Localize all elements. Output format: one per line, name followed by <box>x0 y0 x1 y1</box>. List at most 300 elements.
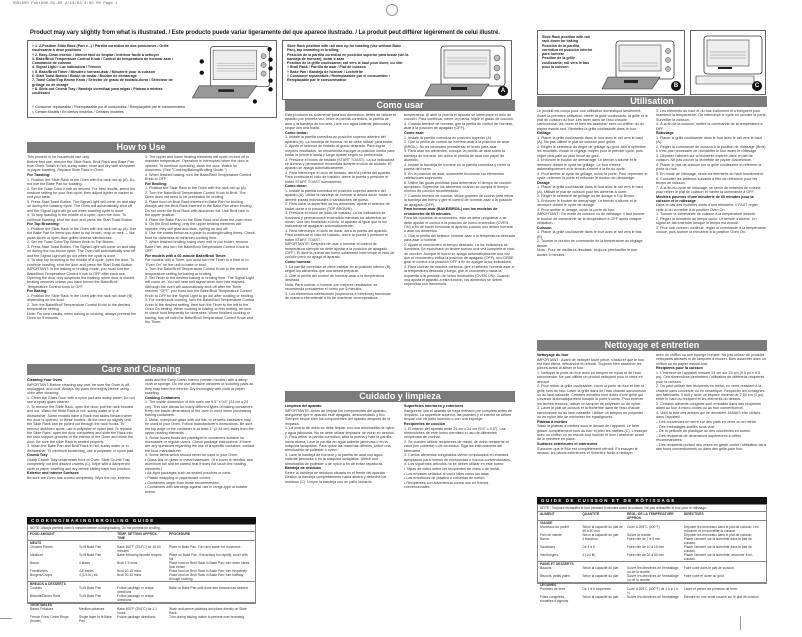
paragraph: 2. Turn the Bake/Broil Temperature Control Knob to Broil. The Oven does not need to be preheated for broiling. <box>145 190 246 200</box>
subheading: Para hornear-asar (BAKE/BROIL) con los modelos de cronómetro de 60 minutos: <box>404 207 498 216</box>
paragraph: • Containers larger than those recommended. <box>145 480 220 485</box>
paragraph: 2. Régler le sélecteur de grillage ou de dorage à Top Brown. <box>537 194 636 199</box>
paragraph: IMPORTANT: Before cleaning any part, be sure the Oven is off, unplugged, and cool. Always dry parts thoroughly before using oven after cleaning. <box>27 382 131 396</box>
paragraph: • Air-tight packages such as sealed pouches or cans. <box>145 471 232 476</box>
paragraph: 3. Some frozen foods are packaged in containers suitable for microwave or regular ovens. Check package instructions. If there are any questions regarding the use of a specific container, contact the food manufacturer. <box>145 435 255 453</box>
paragraph: 2. Set the Toast Color/Top Brown Knob to Top Brown. <box>27 240 114 245</box>
table-cell: Suivre les directives de l'emballage ou de la recette <box>627 566 679 574</box>
paragraph: 4. Los siguientes artículos no se deben utilizar en este horno: <box>404 462 505 467</box>
paragraph: 4. Voici la liste des articles qui ne devraient JAMAIS être utilisés dans l'appareil : <box>656 410 761 420</box>
paragraph: 3. Enfoncer le bouton de démarrage. Le témoin s'allume et le demeure durant le cycle de grillage. Le four s'éteint automatiquement et le témoin s'éteint à la fin du cycle. <box>537 158 637 171</box>
paragraph: 3. Presione el botón de inicio de tostado. La luz indicadora se iluminará y permanecerá encendida mientras los alimentos se doran. Una vez finalizado el ciclo, el aparato al igual que la luz indicadora se apagarán automáticamente. <box>285 211 387 229</box>
paragraph: – Des emballages scellés sous vide. <box>656 424 716 429</box>
paragraph: 4. Cuando termine de hornear, gire la perilla de control de hornear-asar a la posición de apagado (OFF). <box>404 121 514 131</box>
paragraph: 2. Régler le sélecteur du degré de grillage au goût. Afin d'optimiser les résultats, choisir le réglage moyen pour le premier cycle, puis régler plus pâle ou plus foncé au goût. <box>537 144 646 158</box>
section-name: BREADS & DESSERTS <box>28 582 255 587</box>
subheading: Récipients pour la cuisson <box>656 366 703 371</box>
paragraph: avec un chiffon ou une éponge humide. Ne pas utiliser de produits nettoyants abrasifs ni de tampons à récurer. Bien assécher avec un chiffon ou du papier essuie-tout. <box>656 353 767 366</box>
como-usar-text <box>285 113 515 389</box>
table-cell: Étendre en une seule couche sur le plat de cuisson. <box>683 595 760 599</box>
paragraph: 1. El interior del aparato mide 24 cm x 24 cm (9.5" x 9.5"). Las dimensiones de este horno permiten el uso de diferentes recipientes de cocinar. <box>404 426 506 440</box>
table-cell: Placer l'aliment sur la lèchefrite; retourner à mi-cuisson. <box>683 553 753 561</box>
how-to-use-heading: How to Use <box>27 142 255 153</box>
table-cell: Hamburgers <box>540 553 559 557</box>
paragraph: 1. Position the Slide Rack in the Oven with the rack rail up (A). Use the Bake Pan for items you want to top brown, crisp or melt — like pizza slices or open-face grilled cheese sandwiches. <box>27 226 137 240</box>
paragraph: 2. Para retirar la parrilla corrediza, abra la puerta y hale la parrilla hacia afuera. Lave la parrilla en agua caliente jabonosa o en la máquina lavaplatos. Para quitar las manchas difíciles, utilice una almohadilla de poliéster o nylon. <box>285 435 392 453</box>
parts-legend <box>28 41 178 99</box>
paragraph: 1. La parrilla corrediza se debe instalar en la posición inferior (B) según los alimentos que uno desea preparar. <box>285 264 391 273</box>
paragraph: • Los envases sellados al vacío tales como las latas. <box>404 471 490 476</box>
table-cell <box>167 594 255 603</box>
paragraph: 3. Wash the Bake Pan and Broil Rack in hot, sudsy water or in dishwasher. To minimize scratching, use a polyester or nylon pad. <box>27 444 135 453</box>
subheading: For Baking: <box>27 289 48 294</box>
paragraph: 1. L'intérieur de l'appareil mesure 24 cm sur 24 cm (9,5 po x 9,5 po). Ces dimensions permettent l'utilisation de différents récipients pour la cuisson. <box>656 370 765 384</box>
subheading: Dorage <box>537 180 550 185</box>
paragraph: – Des couvercles en verre sur des plats en verre ou en métal. <box>656 419 757 424</box>
registration-mark-icon <box>386 4 398 16</box>
paragraph: 3. Presione el botón de tostado (START TOAST). La luz indicadora se ilumina y permanece encendida durante el ciclo de tostado. El aparato se apaga automáticamente. <box>285 157 395 171</box>
table-cell: Saucisses <box>540 545 556 549</box>
paragraph: Le produit est conçu pour une utilisation domestique seulement. <box>537 109 642 113</box>
paragraph: 2. Ajuste el cronómetro al tiempo deseado. La luz indicadora se iluminará. Se escuchará un timbre sonoro una vez completo el ciclo de cocción. Aunque el horno se apaga automáticamente una vez que el cronómetro indica la posición de apagado (OFF), uno DEBE girar el control a la posición OFF a fin de apagar la luz indicadora. <box>404 242 515 265</box>
table-row <box>538 595 766 603</box>
table-cell: Suivre les directives de l'emballage ou de la recette <box>627 574 679 582</box>
paragraph: – Des récipients de dimensions supérieures à celles recommandées. <box>656 433 742 443</box>
table-row <box>538 587 766 595</box>
guide-table <box>538 512 766 603</box>
paragraph: 2. On peut utiliser des récipients en métal, en verre résistant à la chaleur sans couvercle ou en céramique. Respecter les consignes des fabricants. Il doit y avoir un espace minimal de 2,54 cm (1 po) entre le haut du récipient et les éléments du dessus. <box>656 384 765 402</box>
paragraph: Before first use, remove the Slide Rack, Broil Rack and Bake Pan from Oven. Wash in hot, sudsy water, rinse and dry with dishpanel or paper toweling. Replace Slide Rack in Oven. <box>27 159 135 173</box>
column-header: PROCEDURE <box>169 532 191 536</box>
section-name: PAINS ET DESSERTS <box>538 562 766 567</box>
legend-item: 4. Signal Light / Luz indicadora / Témoin <box>32 65 101 70</box>
nettoyage-text <box>537 353 767 495</box>
paragraph: 2. Para dorar la superficie de los alimentos, ajuste el selector de tostar-dorar a la posición (TOP BROWN). <box>285 202 390 211</box>
legend-item: 6. Start Toast Button / Botón de tostar / Bouton de démarrage <box>32 74 137 79</box>
subheading: Recipientes de cocción <box>404 421 445 426</box>
guide-header-row <box>28 532 255 541</box>
paragraph: 2. Set the Toast Color Knob as desired. For best results, select the medium setting for your first cycle, then adjust lighter or darker to suit your taste. <box>27 186 136 200</box>
column-header <box>77 532 115 541</box>
guide-header-row <box>538 512 766 521</box>
table-cell: Place on Bake Pan. If browning too rapidly, cover with foil. <box>169 553 248 561</box>
cuidado-text <box>285 404 515 604</box>
rack-note: Posición de la parrilla corrediza en posición superior para tostar (sin la bandeja de hornear), dorar o asar <box>287 52 409 61</box>
paragraph: 4. À la fin de la cuisson, mettre la commande de la température à OFF. <box>656 122 763 131</box>
paragraph: 1. Position the Slide Rack in the Oven with the rack rail up (A). <box>145 186 247 191</box>
table-cell: Selon la capacité du plat <box>582 533 619 537</box>
column-header: ALIMENT <box>540 512 555 516</box>
table-cell: Burgers/Chops <box>30 573 52 577</box>
paragraph: 1. Turn the Bake/Broil Temperature Control Knob to the desired temperature setting for baking or broiling. <box>145 267 249 276</box>
paragraph: 1. Position the Slide Rack in the Oven with the rack rail up (A). Do not use the Bake Pan for toasting. <box>27 177 135 186</box>
figure-b-box <box>537 30 685 95</box>
table-row <box>538 566 766 574</box>
table-cell: Placer l'aliment sur la lèchefrite dans le plat de cuisson. <box>683 537 752 545</box>
paragraph: 3. Laver le plat de cuisson et la lèchefrite dans de l'eau chaude savonneuse ou au lave-vaisselle. Utiliser un tampon en polyester ou en nylon afin de minimiser les égratignures. <box>537 406 644 419</box>
oven-illustration <box>180 44 274 105</box>
column-header: QUANTITÉ <box>582 512 600 516</box>
paragraph: 1. Placer la grille coulissante dans le four avec le rail vers le haut (A). Utiliser le plat de cuisson pour les aliments à dorer. <box>537 185 643 194</box>
table-cell: Biscuits, petits pains <box>540 574 570 578</box>
paragraph: 3. Ciertos alimentos congelados vienen empacados en envases apropiados para hornos de microondas o hornos convencionales. <box>404 453 512 462</box>
table-cell: 4 (1/4 lb) <box>582 553 596 557</box>
subheading: Superficies interiores y exteriores <box>404 404 464 408</box>
figure-a-badge: A <box>498 86 508 96</box>
paragraph: 4. Some items which should never be used in your Oven: <box>145 453 239 458</box>
section-name: LÉGUMES <box>538 583 766 588</box>
care-cleaning-heading: Care and Cleaning <box>27 364 255 375</box>
paragraph: 3. Los elementos calefactores (superiores e inferiores) funcionan de manera intermitente a fin de mantener la temperatura. <box>285 291 391 300</box>
table-cell: To fit Bake Pan <box>78 545 102 549</box>
paragraph: 4. Pour arrêter le cycle de grillage, ouvrir la porte. Pour reprendre le cycle, refermer la porte et enfoncer le bouton de démarrage. <box>537 171 648 180</box>
paragraph: 7. Cuando termine de cocinar, utilice guantes de cocina para retirar la bandeja del horno y gire el control de hornear-asar a la posición de apagado (OFF). <box>404 193 514 207</box>
table-cell: Wash and pierce potatoes and place directly on Slide Rack. <box>169 607 247 615</box>
table-cell: Faire cuire et dorer au goût. <box>683 574 725 578</box>
paragraph: 2. Régler la commande de cuisson à la position de rôtissage (Broil). Il n'est pas nécessaire de réchauffer le four avant le rôtissage. <box>656 144 767 154</box>
table-cell: Placer l'aliment sur la lèchefrite dans le plat de cuisson. <box>683 545 752 553</box>
paragraph: 1. Gire la perilla del selector hornear-asar a la temperatura deseada para asar u hornear. <box>404 233 515 243</box>
table-row <box>28 607 255 615</box>
table-cell: Place food on Broil Rack in Bake Pan; turn when slices look brown. <box>169 561 250 569</box>
table-cell: Bacon <box>540 537 550 541</box>
paragraph: IMPORTANT: In the baking or broiling mode, you must turn the Bake/Broil Temperature Control Knob to OFF after each use. Opening the door only suspends the heating; when door is closed, heating resumes unless you have turned the Bake/Broil Temperature Control Knob to OFF. <box>27 267 136 289</box>
paragraph: 3. Press Start Toast Button. The Signal Light will come on and stay on during the top-brown cycle. The Oven will automatically shut off and the Signal Light will go out when the cycle is done. <box>27 244 136 258</box>
column-header: FOOD AMOUNT <box>30 532 55 536</box>
subheading: Plateau à miettes <box>537 419 568 424</box>
paragraph: 1. Instale la parrilla corrediza en posición superior adentro del aparato (A). La bandeja de hornear no se debe utilizar para tostar. <box>285 135 394 144</box>
table-cell: Biscuits <box>540 566 552 570</box>
paragraph: 1. La puerta de vidrio se debe limpiar con una almohadilla de nylon y agua jabonosa. No se debe utilizar limpiador de vidrio en aerosol. <box>285 426 395 435</box>
table-cell: Place food on Broil Rack in Bake Pan; turn frequently. <box>169 569 248 573</box>
table-row <box>538 545 766 553</box>
legend-note: ‡ Certain Models / En ciertos modelos / Certains modèles <box>32 109 124 114</box>
table-cell: Cookies <box>30 586 42 590</box>
paragraph: 4. When finished baking, turn the Bake/Broil Temperature Control Knob to OFF. <box>145 172 252 182</box>
paragraph: 4. To stop top browning in the middle of a cycle, open the door. To continue toasting, shut the door and press the Start Toast Button. <box>27 258 135 267</box>
table-cell: To fit Bake Pan <box>78 586 102 590</box>
print-slug: TB01000 Pub1000-01-05 2/14/03 4:06 PM Page 1 <box>12 2 118 6</box>
figure-b-legend <box>538 31 600 72</box>
table-cell: Bake following favorite recipes <box>117 553 162 557</box>
paragraph: 3. Lave la bandeja de hornear y la parrilla de asar con agua caliente jabonosa o en la máquina lavaplatos. Utilice una almohadilla de poliéster o de nylon a fin de evitar rayaduras. <box>285 452 384 466</box>
subheading: Rôtissage <box>656 131 674 136</box>
table-cell: To fit Bake Pan <box>78 594 102 598</box>
paragraph: 3. Press Start Toast Button. The Signal Light will come on and stay on during the toasting cycle. The Oven will automatically shut off and the Signal Light will go out when toasting cycle is done. <box>27 199 136 213</box>
table-cell: 4 (1/4 lb.) ea. <box>78 573 99 577</box>
como-usar-heading: Como usar <box>285 100 515 111</box>
paragraph: • Las envolturas de plástico o cubiertas de cartón. <box>404 476 486 481</box>
subheading: Como tostar: <box>285 130 308 135</box>
paragraph: 1. Nettoyer la porte du four avec un tampon en nylon et de l'eau savonneuse. Ne pas utiliser un produit nettoyant pour le verre en aérosol. <box>537 370 643 384</box>
paragraph: 4. Pour arrêter le dorage, ouvrir la porte du four. <box>537 207 616 212</box>
paragraph: Para los modelos de cronómetro, éste se debe programar a se debe ajustar el control a la posición de horno encendido (OVEN ON) a fin de hacer funcionar el aparato cuando uno desee hornear o asar los alimentos. <box>404 216 513 234</box>
paragraph: 5. On the Broil setting, only the upper heating elements will operate; they will glow and fade, cycling on and off. <box>145 222 242 231</box>
table-cell: Faire cuire dans le plat de cuisson. <box>683 566 735 570</box>
paragraph: Nota: Para cocinar u hornear con mejores resultados, se recomienda precalentar el horno por 5 minutos. <box>285 282 378 291</box>
paragraph: IMPORTANTE: Antes de limpiar los componentes del aparato, asegúrese que el aparato esté apagado, desconectado y frío. Siempre seque bien los componentes del aparato después de la limpieza. <box>285 408 391 426</box>
table-cell: Broil 7-9 mins. <box>117 561 139 565</box>
paragraph: Avant la première utilisation, retirer la grille coulissante, la grille et le plat de cuisson du four. Les laver dans de l'eau chaude savonneuse, les rincer et bien les assécher avec un chiffon ou du papier essuie-tout. Remettre la grille coulissante dans le four. <box>537 113 648 131</box>
paragraph: 2. To remove the Slide Rack, open the door, pull the rack forward and out. Wash the Slide Rack in hot, sudsy water or in a dishwasher. Some models have a Rack that slides forward when the door is opened. In these models, tilt the door up slightly until the Slide Rack can be pulled out through the rack hooks. To remove stubborn spots, use a polyester or nylon pad. To replace the Slide Rack, open the door completely and slide the Rack into the rack support grooves of the interior of the Oven and close the door. Be sure the slide Rack is seated properly. <box>27 404 134 444</box>
paragraph: Dans le cas des modèles dotés d'une minuterie, il FAUT régler celle-ci ou la mettre à la position Oven On. <box>656 203 758 212</box>
rack-note: † Consumer replaceable / Reemplazable por el consumidor / Remplaçable par le consommateur <box>287 74 390 83</box>
table-row <box>538 525 766 533</box>
cuidado-heading: Cuidado y limpieza <box>285 391 515 402</box>
table-cell: Follow package or recipe directions <box>117 586 154 594</box>
rack-note: † Bake Pan / Bandeja de hornear / Lèchefrite <box>287 69 363 74</box>
table-cell: Cuire à 205°C (400°F) de 1 h à 1 h ¼ <box>627 587 679 595</box>
paragraph: 4. Para interrumpir el ciclo de tostado, abra la puerta del aparato. Para continuar el ciclo de tostado, cierre la puerta y presione el botón START TOAST nuevamente. <box>285 170 392 184</box>
paragraph: walls and the Easy-Clean Interior (certain models) with a damp cloth or sponge. Do not use abrasive cleaners or scouring pads as they may harm the interior. Dry thoroughly with cloth or paper toweling. <box>145 378 254 396</box>
subheading: For models with a 60-minute Bake/Broil Timer: <box>145 253 227 258</box>
table-cell: Baked Potatoes <box>30 607 54 611</box>
figure-c-box <box>690 30 766 95</box>
how-to-use-text <box>27 155 255 361</box>
paragraph: Nota : Pour de meilleurs résultats, toujours préchauffer le four durant 5 minutes. <box>537 248 638 257</box>
paragraph: 7. À la fin du cycle de rôtissage, se servir de mitaines de cuisine pour retirer le plat de cuisson et mettre la commande à OFF. <box>656 185 761 194</box>
paragraph: 3. Les éléments du haut et du bas s'allument et s'éteignent pour maintenir la température. On interrompt le cycle en ouvrant la porte. Surveiller la cuisson. <box>656 109 767 122</box>
paragraph: 6. Use the charts below as a guide to cooking/broiling times. Check food for doneness at minimum cooking time. <box>145 231 255 240</box>
care-cleaning-text <box>27 378 255 513</box>
subheading: Cuisson <box>537 225 552 230</box>
section-name: MEATS <box>28 541 255 546</box>
paragraph: IMPORTANT : Avant de nettoyer toute pièce, s'assurer que le four est bien éteint, débranché et refroidi. Toujours bien assécher les pièces avant d'utiliser le four. <box>537 357 645 371</box>
column-header: DIRECTIVES <box>683 512 704 516</box>
figure-b-note: Posición de la parrilla corrediza en posición inferior para hornear <box>542 43 593 57</box>
table-cell: Suivre la recette <box>627 533 651 537</box>
table-cell: Faire rôtir de 10 à 15 min <box>627 545 664 549</box>
legend-note: † Consumer replaceable / Reemplazable por el consumidor / Remplaçable par le consommateur <box>32 105 186 110</box>
table-cell: Turn during baking; watch to prevent over browning. <box>169 615 245 619</box>
legend-item: 7. Toast Color/Top Brown Knob / Selector de grado de tostado-dorar / Sélecteur de grillage ou de dorage <box>32 78 173 87</box>
illustration-disclaimer: Product may vary slightly from what is illustrated. / Este producto puede variar ligeramente del que aparece ilustrado. / Le produit peut différer légèrement de celui illustré. <box>30 30 500 36</box>
table-cell: Place in Bake Pan. Turn and watch for doneness. <box>169 545 242 549</box>
subheading: Crumb Tray <box>27 453 48 458</box>
paragraph: temperatura. Al abrir la puerta el aparato se interrumpe el ciclo de cocción. Para continuar, cierre la puerta. Vigile el grado de cocción. <box>404 113 515 122</box>
paragraph: 2. Gire la perilla de control de hornear-asar a la posición de asar (BROIL). No es necesario precalentar el horno para asar. <box>404 140 510 149</box>
section-name: VEGETABLES <box>28 603 255 608</box>
table-cell: 4-6 franks <box>78 569 94 573</box>
table-cell: De 4 à 6 <box>582 545 595 549</box>
table-cell: French Fries/ Onion Rings (frozen) <box>30 615 69 623</box>
paragraph: 1. Clean the Glass Door with a nylon pad and sudsy water. Do not use a spray glass cleaner. <box>27 395 135 405</box>
rack-note: Slide Rack position with rail rack up for toasting (use without Bake Pan), top browning or broiling; <box>287 44 402 53</box>
guide-note: NOTE: Always preheat oven 5 minutes before cooking/baking. Do not preheat for broiling. <box>28 525 255 532</box>
subheading: Como asar: <box>404 130 425 135</box>
figure-c-badge: C <box>752 81 762 91</box>
paragraph: 1. Placer la grille coulissante dans le four avec le rail vers le bas (B). <box>537 230 642 239</box>
table-cell: Pain de viande <box>540 533 562 537</box>
paragraph: • Recipientes con advertencia contra uso en hornos convencionales. <box>404 480 489 490</box>
table-cell: De 1 à 6 moyennes <box>582 587 611 591</box>
guide-title: COOKING/BAKING/BROILING GUIDE <box>27 517 256 524</box>
paragraph: 4. Place the Bake Pan on the Slide Rack and close the oven door. <box>145 217 253 222</box>
paragraph: Note: For best results, when baking or cooking, always preheat the Oven for 5 minutes. <box>27 311 137 321</box>
table-cell: Frankfurters <box>30 569 48 573</box>
figure-b-note: Position de la grille coulissante; rail vers le bas pour la cuisson <box>542 56 589 70</box>
subheading: Cleaning Your Oven <box>27 378 62 382</box>
paragraph: 4. To stop toasting in the middle of a cycle, open the door. To continue toasting, shut the door and press the Start Toast Button. <box>27 213 134 222</box>
rack-note: Position de la grille coulissante; rail vers le haut pour dorer, ou rôtir <box>287 61 403 66</box>
table-cell: Chicken Pieces <box>30 545 53 549</box>
legend-notes <box>28 102 189 117</box>
paragraph: IMPORTANT : En mode de cuisson ou de rôtissage, il faut tourner le bouton de commande de la température à OFF après chaque utilisation. <box>537 212 645 226</box>
oven-figure-b <box>602 39 676 91</box>
guide-title: GUIDE DE CUISSON ET DE RÔTISSAGE <box>537 497 767 504</box>
table-cell: Faire rôtir de 20 à 40 min <box>627 553 664 557</box>
paragraph: • Containers with warnings against use in range-type or toaster ovens. <box>145 485 248 494</box>
paragraph: S'assurer que le four est complètement refroidi. En essuyer le dessus, les parois extérieures et l'intérieur facile à nettoyer. <box>537 446 638 455</box>
table-cell: Meatloaf <box>30 553 43 557</box>
rack-position-box <box>282 40 512 100</box>
paragraph: • Plastic wrapping or paperboard covers. <box>145 475 212 480</box>
paragraph: 1. Placer la grille coulissante dans le four avec le rail vers le haut (A). Ne pas utiliser le plat de cuisson pour griller. <box>537 135 643 145</box>
table-row <box>538 537 766 545</box>
table-cell: To fit Bake Pan <box>78 553 102 557</box>
table-cell: Broil 20-40 mins. <box>117 573 142 577</box>
table-cell: Bake 400°F (204°C) for 1-1 hours. <box>117 607 158 615</box>
legend-item: ‡ 5. Bake/Broil Timer / Minutero hornear-asar / Minuterie pour la cuisson <box>32 69 156 74</box>
guide-table <box>28 532 255 623</box>
column-header: TEMP. SETTING APPROX. TIME <box>117 532 158 540</box>
table-cell: Cuire à 205°C (400°F) <box>627 525 660 529</box>
table-cell: Single layer to fit Bake Pan <box>78 615 112 623</box>
paragraph: IMPORTANTE: Después de usar u hornear el control de temperatura siempre se debe ajustar a la posición de apagado (OFF). El abrir la puerta del horno solamente interrumpe el ciclo de cocción pero no apaga el aparato. <box>285 242 395 260</box>
paragraph: 4. Instale la bandeja de hornear en la parrilla corrediza y cierre la puerta del horno. <box>404 162 511 171</box>
subheading: Surfaces extérieures et intérieures <box>537 441 598 446</box>
paragraph: 5. En mode de rôtissage, seuls les éléments du haut fonctionnent. <box>656 171 764 176</box>
paragraph: 2. Ajuste el selector de tostado al grado deseado. Para lograr mejores resultados, se recomienda escoger la posición media para tostar la primera tanda y luego ajustar según su preferencia. <box>285 144 395 157</box>
subheading: Cooking Containers <box>145 395 181 400</box>
paragraph: 1. Placer la grille coulissante dans le four avec le rail vers le haut (A). <box>656 135 762 145</box>
paragraph: 3. Déposer l'aliment sur la lèchefrite insérée dans le plat de cuisson. Ne pas couvrir la lèchefrite de papier d'aluminium. <box>656 153 753 163</box>
table-row <box>28 594 255 603</box>
cooking-guide-en <box>27 517 256 623</box>
paragraph: • Tapas de vidrio sobre los recipientes de vidrio o de metal. <box>404 466 501 471</box>
paragraph: 3. Pour une cuisson continue, régler la commande à la température voulue, puis tourner la minuterie à la position Oven On. <box>656 226 767 235</box>
paragraph: 6. Utilice las guías provistas para determinar el tiempo de cocción apropiado. Supervise los alimentos cuando se cumpla el tiempo mínimo de cocción recomendado. <box>404 180 512 194</box>
subheading: Como dorar: <box>285 184 308 189</box>
table-cell: 4 tranches <box>582 537 598 541</box>
table-row <box>28 553 255 561</box>
table-row <box>28 615 255 623</box>
column-header: RÉGL. DE LA TEMPÉRATURE APPROX. <box>627 512 674 520</box>
subheading: Como hornear: <box>285 259 312 264</box>
table-cell: Medium potatoes <box>78 607 105 611</box>
paragraph: 2. Se pueden utilizar recipientes de metal, de vidrio resistente al calor (sin cubierta) o de cerámica. Siga las instrucciones del fabricante. <box>404 439 509 453</box>
paragraph: 3. For continuous cooking, turn the Bake/Broil Temperature Control Knob to the desired setting, then turn the Timer to the left to the Oven On setting. When cooking or baking on this setting, be sure to check food frequently for doneness. When finished cooking or baking, turn off both the Bake/Broil Temperature Control Knob and the Timer. <box>145 298 255 324</box>
table-cell: Suivre les directives de l'emballage <box>627 595 679 599</box>
paragraph: • Glass lids on glass or metal bakeware. (If a cover is needed, use aluminum foil and be careful that it does not touch the heating elements.) <box>145 457 253 471</box>
table-cell: Selon la capacité du plat <box>582 574 619 578</box>
legend-item: 3. Bake/Broil Temperature Control Knob / Control de temperatura de hornear-asar / Commande de cuisson <box>32 56 174 66</box>
paragraph: – Des récipients portant des mises en garde contre l'utilisation dans des fours conventionnels ou dans des grille-pain four. <box>656 442 767 452</box>
table-cell: Selon la capacité du plat <box>582 566 619 570</box>
table-row <box>28 573 255 582</box>
legend-item: † 1. 2-Position Slide Rack (Part #...) / Parrilla corrediza de dos posiciones / Grille coulissante à deux positions <box>32 44 169 53</box>
paragraph: 3. The upper and lower heating elements will cycle on and off to maintain temperature. Operation is interrupted when the door is opened. To continue operating, close the door. Watch for doneness. (See "Cooking/Baking/Broiling Guide.") <box>145 155 249 173</box>
subheading: Grillage <box>537 131 551 136</box>
paragraph: Grasp Crumb Tray underneath front of Oven. Slide Crumb Tray completely out and discard crumbs (C). Wipe with a dampened cloth or paper toweling and dry before sliding back into position. <box>27 457 131 471</box>
paragraph: Retire la bandeja de residuos situada en el frente del aparato. Deslice la bandeja completamente hacia afuera y deseche los residuos (C). Limpie la bandeja con un paño húmedo. <box>285 470 387 484</box>
table-cell: Bacon <box>30 561 40 565</box>
table-row <box>28 586 255 594</box>
utilisation-text <box>537 109 767 337</box>
table-cell: Biscuits/Dinner Rolls <box>30 594 61 598</box>
paragraph: 1. Instale la parrilla corrediza en posición superior (A). <box>404 135 493 140</box>
table-cell: Faire rôtir de 7 à 9 min <box>627 537 661 541</box>
paragraph: 2. Tourner le bouton de commande de la température au réglage désiré. <box>537 239 643 248</box>
paragraph: Este producto es solamente para uso doméstico. Antes de utilizar el aparato por primera vez, retire la parrilla corrediza, la parrilla de asar y la bandeja de hornear. Lave con agua caliente jabonosa y seque con una toalla. <box>285 113 396 131</box>
table-row <box>538 574 766 583</box>
rack-legend <box>283 41 413 86</box>
paragraph: 3. Enfoncer le bouton de démarrage. Le témoin s'allume et le demeure durant le cycle de dorage. <box>537 198 637 208</box>
paragraph: 2. Pour retirer la grille coulissante, ouvrir la porte du four et tirer la grille hors du four. Laver la grille dans de l'eau chaude savonneuse ou au lave-vaisselle. Certains modèles sont dotés d'une grille qui s'avance automatiquement lorsque la porte s'ouvre. Pour enlever les taches tenaces, utiliser un tampon de polyester ou de nylon. <box>537 384 647 406</box>
nettoyage-heading: Nettoyage et entretien <box>537 340 767 351</box>
legend-item: † 8. Slide-out Crumb Tray / Bandeja corrediza/ para migas / Plateau à miettes coulissant <box>32 86 163 96</box>
table-cell: Déposer les morceaux dans le plat de cuisson. <box>683 533 753 537</box>
table-row <box>538 553 766 562</box>
paragraph: 4. Placer le plat de cuisson sur la grille coulissante et refermer la porte du four. <box>656 162 762 172</box>
paragraph: 6. Consulter les tableaux suivants à titre de référence pour les temps de cuisson. <box>656 176 758 185</box>
paragraph: 1. The inside dimension of this oven are 9.5" x 9.5" (24 cm x 24 cm). This size allows for many different types of baking containers. Keep the inside dimensions of the oven in mind when purchasing baking containers. <box>145 400 254 418</box>
table-cell: Bake on Bake Pan until done and browned as desired. <box>169 586 249 590</box>
table-cell: Déposer les morceaux dans le plat de cuisson. Les retourner et en surveiller la cuisson. <box>683 525 759 533</box>
crop-mark <box>740 616 741 630</box>
table-cell: Selon la capacité du plat <box>582 595 619 599</box>
table-cell: Laver et percer les pommes de terre. <box>683 587 738 591</box>
paragraph: 1. Instale la parrilla corrediza en posición superior adentro del aparato (A). Utilice la bandeja de hornear si desea dorar, tostar o derretir pizzas individuales o sándwiches de queso. <box>285 188 391 202</box>
section-name: VIANDE <box>538 521 766 526</box>
table-row <box>28 545 255 553</box>
paragraph: 2. Gire la perilla del control de hornear-asar a la temperatura deseada. <box>285 273 384 282</box>
rack-note: † Broil Rack / Parrilla de asar / Plat de cuisson <box>287 65 366 70</box>
subheading: For Top Browning: <box>27 222 60 227</box>
guide-note: NOTE : Toujours réchauffer le four pendant 5 minutes avant la cuisson. Ne pas réchauffer le four pour le rôtissage. <box>538 505 766 512</box>
table-cell: Bake 400°F (204°C) for 45-50 minutes <box>117 545 161 553</box>
legend-item: † 2. Easy-Clean Interior / Interior fácil de limpiar / Intérieur facile à nettoyer <box>32 52 160 57</box>
table-cell: Follow package directions. <box>117 615 157 619</box>
subheading: For Broiling: <box>145 181 168 186</box>
paragraph: 1. Position the Slide Rack in the Oven with the rack rail down (B) depending on the food. <box>27 293 133 303</box>
paragraph: This product is for household use only. <box>27 155 90 159</box>
paragraph: Be sure the Oven has cooled completely. Wipe the top, exterior <box>27 475 131 480</box>
oven-figure-a <box>423 44 509 100</box>
paragraph: 3. Certains aliments congelés sont emballés dans des récipients allant au four à micro-ondes ou au four conventionnel. <box>656 401 761 411</box>
paragraph: 2. Set Timer to the desired baking or broiling time. The Signal Light will come on. You will hear bell signal when time has elapsed. Although the oven will automatically shut-off after the Timer reaches "OFF," you must turn the Bake/Broil Temperature Control Knob to OFF for the Signal Light to go out after cooking or broiling. <box>145 276 254 298</box>
table-cell: Frites congelées, rondelles d'oignons <box>540 595 569 603</box>
paragraph: 5. En la posición de asar, solamente funcionan los elementos calefactores superiores. <box>404 171 505 180</box>
subheading: Exterior and Interior Surfaces <box>27 471 79 476</box>
table-cell: 4 slices <box>78 561 90 565</box>
crop-mark <box>0 618 12 619</box>
figure-b-badge: B <box>671 81 681 91</box>
table-cell: Selon la capacité du plat de 45 à 50 min. <box>582 525 623 533</box>
subheading: Nettoyage du four <box>537 353 569 357</box>
paragraph: 7. When finished broiling, using oven mitt or pot holder, remove Bake Pan, and turn the Bake/Broil Temperature Control Knob to OFF. <box>145 240 249 253</box>
table-cell: Pommes de terre <box>540 587 566 591</box>
paragraph: 1. Tourner la commande de cuisson à la température désirée. <box>656 212 757 217</box>
utilisation-heading: Utilisation <box>537 96 767 107</box>
table-cell: Follow package or recipe directions <box>117 594 154 602</box>
parts-diagram-box <box>27 40 277 118</box>
paragraph: 4. Para interrumpir el ciclo de dorar, abra la puerta del aparato. Para continuar el ciclo de tostado, cierre la puerta y presione el botón START TOAST. <box>285 228 389 242</box>
cooking-guide-fr <box>537 497 767 603</box>
figure-b-note: Slide Rack position with rail rack down for baking <box>542 35 590 44</box>
paragraph: For models with a Timer, you must turn the Timer to a time or to "Even On" for the unit to bake or broil. <box>145 258 249 267</box>
paragraph: – De la pellicule de plastique ou des couvercles en carton. <box>656 429 752 434</box>
